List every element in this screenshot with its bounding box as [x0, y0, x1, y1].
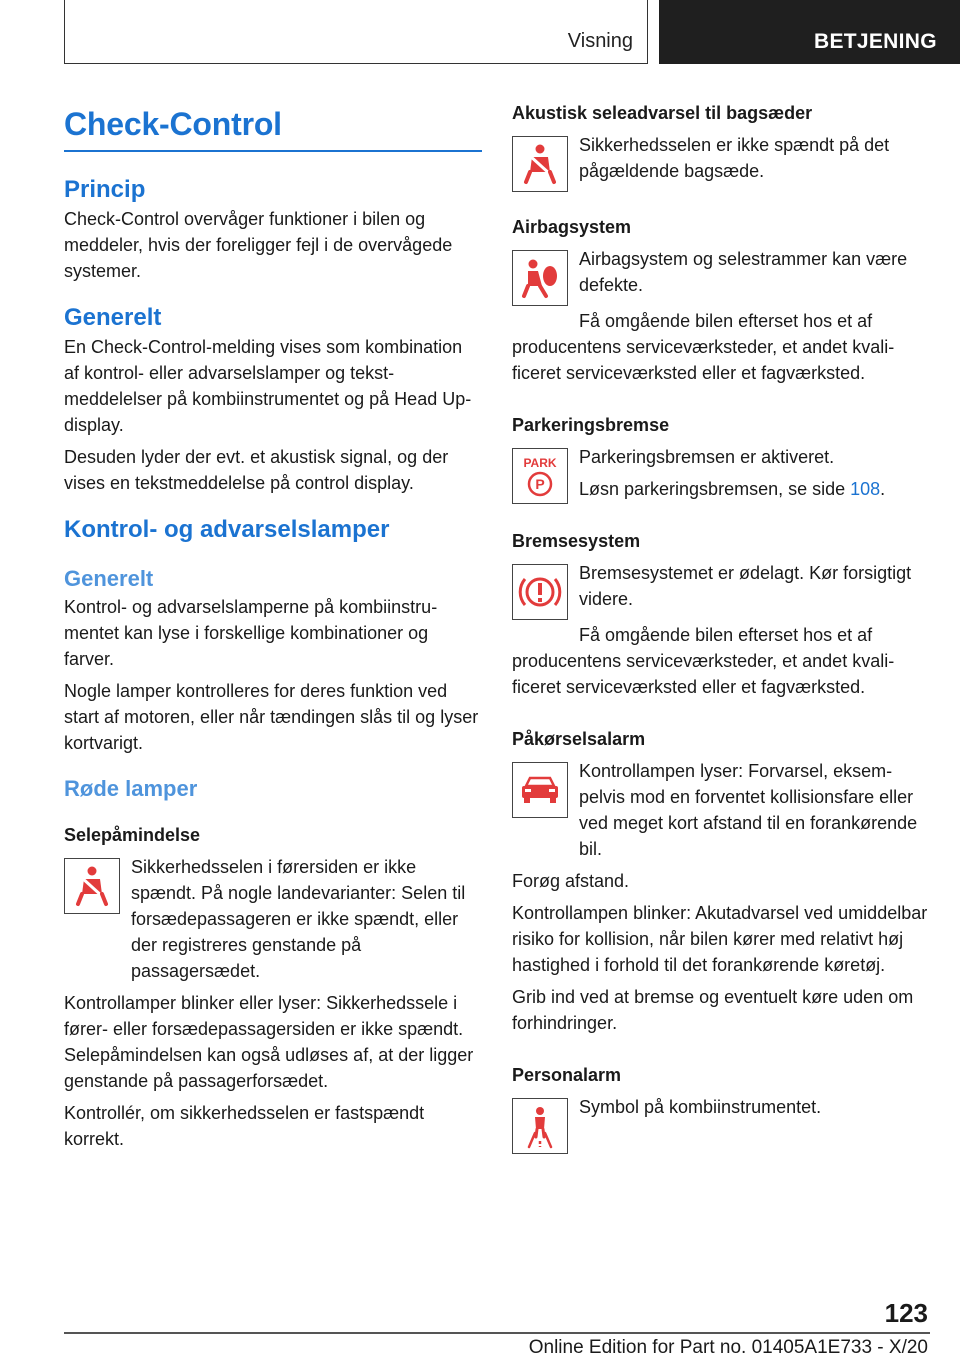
airbag-icon — [512, 250, 568, 306]
lamps-heading: Kontrol- og advarselslamper — [64, 516, 390, 543]
svg-text:P: P — [535, 476, 545, 492]
airbag-heading: Airbagsystem — [512, 217, 632, 237]
chapter-tab — [659, 0, 960, 64]
right-column — [512, 100, 932, 1150]
page-header — [0, 0, 960, 66]
pedestrian-icon — [512, 1098, 568, 1154]
page-title: Check-Control — [64, 106, 282, 142]
belt-reminder-text-2: Kontrollamper blinker eller lyser: Sikkerhedssele i fører- eller forsædepassagersiden er ikke spændt. Selepåmindelsen kan også udløses af, at der ligger genstande på passagerforsædet. — [64, 993, 474, 1091]
red-lamps-heading: Røde lamper — [64, 776, 198, 801]
collision-text-3: Kontrollampen blinker: Akutadvarsel ved umiddelbar risiko for kollision, når bilen kører med relativt høj hastighed i forhold til det forankørende køretøj. — [512, 903, 928, 975]
collision-text-2: Forøg afstand. — [512, 871, 630, 891]
generelt-heading: Generelt — [64, 304, 162, 331]
title-rule — [64, 150, 482, 152]
airbag-text-1: Airbagsystem og selestrammer kan være defekte. — [579, 249, 908, 295]
page-link-108[interactable]: 108 — [850, 479, 881, 499]
brake-system-block — [512, 560, 932, 616]
left-column — [64, 100, 482, 1152]
person-alarm-heading: Personalarm — [512, 1065, 622, 1085]
seatbelt-icon — [64, 858, 120, 914]
park-icon-text: PARK — [523, 456, 557, 470]
belt-reminder-heading: Selepåmindelse — [64, 825, 201, 845]
collision-text-4: Grib ind ved at bremse og eventuelt køre uden om forhindringer. — [512, 987, 914, 1033]
lamps-text-1: Kontrol- og advarselslamperne på kombiinstrumentet kan lyse i forskellige kombinationer og farver. — [64, 597, 438, 669]
rear-belt-heading: Akustisk seleadvarsel til bagsæder — [512, 103, 813, 123]
belt-reminder-block — [64, 854, 482, 984]
generelt-text-2: Desuden lyder der evt. et akustisk signal, og der vises en tekstmeddelelse på control display. — [64, 447, 449, 493]
belt-reminder-text-3: Kontrollér, om sikkerhedsselen er fastspændt korrekt. — [64, 1103, 425, 1149]
airbag-block — [512, 246, 932, 302]
belt-reminder-text: Sikkerhedsselen i førersiden er ikke spændt. På nogle landevarianter: Selen til forsædepassageren er ikke spændt, eller der registreres genstande på passagersædet. — [131, 857, 466, 981]
section-tab — [64, 0, 648, 64]
lamps-text-2: Nogle lamper kontrolleres for deres funktion ved start af motoren, eller når tændingen slås til og lyser kortvarigt. — [64, 681, 479, 753]
footer-rule — [64, 1332, 930, 1334]
park-brake-heading: Parkeringsbremse — [512, 415, 670, 435]
lamps-subheading: Generelt — [64, 566, 154, 591]
edition-footer: Online Edition for Part no. 01405A1E733 - X/20 — [528, 1337, 928, 1358]
park-brake-text-1: Parkeringsbremsen er aktiveret. — [579, 447, 835, 467]
collision-text-1: Kontrollampen lyser: Forvarsel, eksempelvis mod en forventet kollisionsfare eller ved meget kort afstand til en forankørende bil. — [579, 761, 918, 859]
person-alarm-text: Symbol på kombiinstrumentet. — [579, 1097, 822, 1117]
princip-heading: Princip — [64, 176, 146, 203]
brake-warning-icon — [512, 564, 568, 620]
park-brake-text-2: Løsn parkeringsbremsen, se side 108. — [579, 479, 886, 499]
brake-system-text-2: Få omgående bilen efterset hos et af producentens serviceværksteder, et andet kvalificeret serviceværksted eller et fagværksted. — [512, 625, 895, 697]
brake-system-heading: Bremsesystem — [512, 531, 641, 551]
collision-car-icon — [512, 762, 568, 818]
chapter-tab-label: BETJENING — [814, 30, 937, 53]
rear-belt-block — [512, 132, 932, 188]
brake-system-text-1: Bremsesystemet er ødelagt. Kør forsigtigt videre. — [579, 563, 912, 609]
collision-heading: Påkørselsalarm — [512, 729, 646, 749]
section-tab-label: Visning — [567, 30, 633, 52]
generelt-text-1: En Check-Control-melding vises som kombination af kontrol- eller advarselslamper og tekstmeddelelser på kombiinstrumentet og på Head Up-display. — [64, 337, 472, 435]
airbag-text-2: Få omgående bilen efterset hos et af producentens serviceværksteder, et andet kvalificeret serviceværksted eller et fagværksted. — [512, 311, 895, 383]
princip-text: Check-Control overvåger funktioner i bilen og meddeler, hvis der foreligger fejl i de overvågede systemer. — [64, 209, 453, 281]
park-brake-block — [512, 444, 932, 502]
person-alarm-block — [512, 1094, 932, 1150]
rear-seatbelt-icon — [512, 136, 568, 192]
collision-block — [512, 758, 932, 862]
park-brake-icon — [512, 448, 568, 504]
rear-belt-text: Sikkerhedsselen er ikke spændt på det pågældende bagsæde. — [579, 135, 890, 181]
page-number: 123 — [884, 1298, 928, 1328]
